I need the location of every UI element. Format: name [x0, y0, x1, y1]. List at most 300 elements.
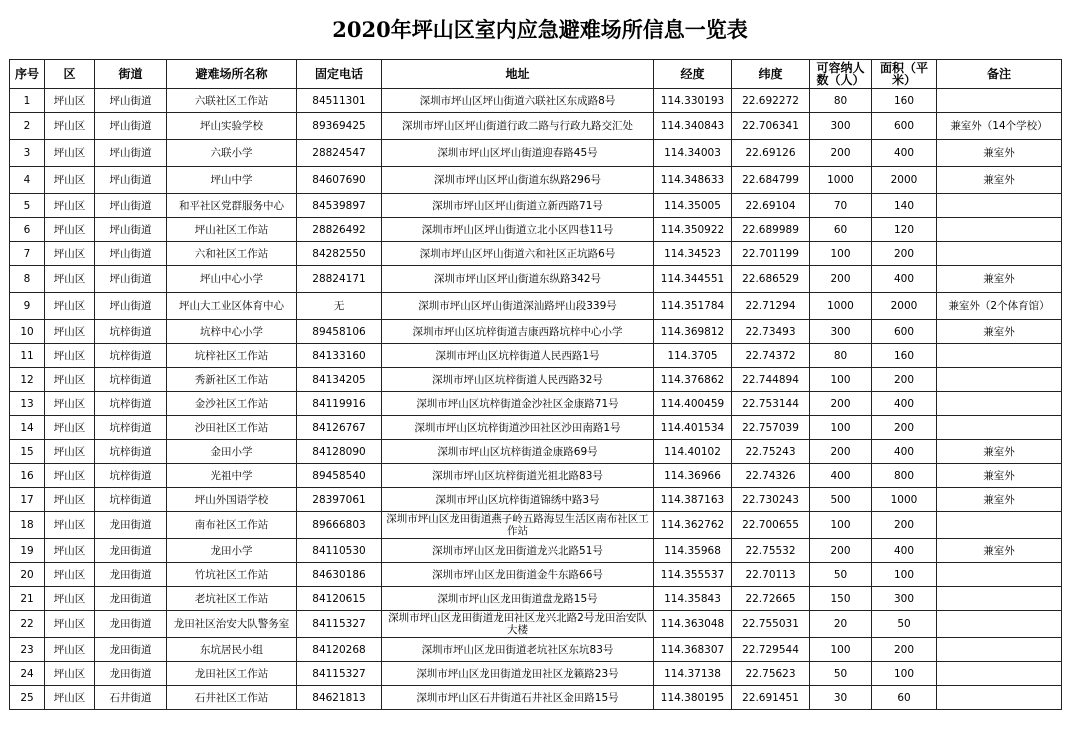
cell-longitude: 114.35968: [654, 539, 732, 563]
cell-shelter-name: 坪山中学: [167, 167, 297, 194]
cell-phone: 89458540: [297, 464, 382, 488]
cell-phone: 84133160: [297, 344, 382, 368]
cell-longitude: 114.40102: [654, 440, 732, 464]
cell-shelter-name: 龙田社区治安大队警务室: [167, 611, 297, 638]
cell-longitude: 114.380195: [654, 686, 732, 710]
cell-district: 坪山区: [45, 167, 95, 194]
cell-index: 25: [10, 686, 45, 710]
cell-area: 400: [872, 140, 937, 167]
cell-latitude: 22.692272: [732, 89, 810, 113]
table-row: [10, 113, 1062, 140]
cell-district: 坪山区: [45, 464, 95, 488]
cell-street: 龙田街道: [95, 512, 167, 539]
table-row: [10, 293, 1062, 320]
cell-district: 坪山区: [45, 344, 95, 368]
cell-remarks: [937, 686, 1062, 710]
cell-area: 2000: [872, 293, 937, 320]
cell-longitude: 114.362762: [654, 512, 732, 539]
cell-capacity: 100: [810, 242, 872, 266]
cell-address: 深圳市坪山区龙田街道老坑社区东坑83号: [382, 638, 654, 662]
cell-latitude: 22.73493: [732, 320, 810, 344]
cell-phone: 84119916: [297, 392, 382, 416]
cell-area: 160: [872, 344, 937, 368]
cell-index: 9: [10, 293, 45, 320]
cell-latitude: 22.75532: [732, 539, 810, 563]
cell-index: 17: [10, 488, 45, 512]
cell-index: 13: [10, 392, 45, 416]
cell-capacity: 70: [810, 194, 872, 218]
cell-remarks: 兼室外: [937, 320, 1062, 344]
cell-capacity: 200: [810, 140, 872, 167]
table-row: [10, 218, 1062, 242]
cell-phone: 84110530: [297, 539, 382, 563]
table-row: [10, 488, 1062, 512]
cell-latitude: 22.686529: [732, 266, 810, 293]
cell-longitude: 114.369812: [654, 320, 732, 344]
cell-index: 5: [10, 194, 45, 218]
cell-area: 200: [872, 638, 937, 662]
table-header-row: [10, 60, 1062, 89]
cell-area: 100: [872, 662, 937, 686]
cell-district: 坪山区: [45, 539, 95, 563]
cell-phone: 84630186: [297, 563, 382, 587]
cell-street: 龙田街道: [95, 539, 167, 563]
cell-remarks: [937, 368, 1062, 392]
cell-phone: 84120268: [297, 638, 382, 662]
table-row: [10, 368, 1062, 392]
table-row: [10, 242, 1062, 266]
cell-remarks: [937, 662, 1062, 686]
cell-shelter-name: 坪山大工业区体育中心: [167, 293, 297, 320]
cell-shelter-name: 六联小学: [167, 140, 297, 167]
cell-shelter-name: 龙田社区工作站: [167, 662, 297, 686]
cell-address: 深圳市坪山区坑梓街道锦绣中路3号: [382, 488, 654, 512]
table-row: [10, 512, 1062, 539]
cell-remarks: [937, 611, 1062, 638]
cell-area: 200: [872, 512, 937, 539]
cell-capacity: 60: [810, 218, 872, 242]
cell-street: 坪山街道: [95, 167, 167, 194]
cell-district: 坪山区: [45, 293, 95, 320]
table-row: [10, 464, 1062, 488]
cell-phone: 84539897: [297, 194, 382, 218]
cell-index: 4: [10, 167, 45, 194]
cell-index: 24: [10, 662, 45, 686]
cell-shelter-name: 光祖中学: [167, 464, 297, 488]
cell-remarks: 兼室外: [937, 266, 1062, 293]
cell-longitude: 114.350922: [654, 218, 732, 242]
cell-longitude: 114.340843: [654, 113, 732, 140]
cell-index: 6: [10, 218, 45, 242]
cell-street: 坑梓街道: [95, 440, 167, 464]
cell-latitude: 22.730243: [732, 488, 810, 512]
cell-address: 深圳市坪山区坪山街道行政二路与行政九路交汇处: [382, 113, 654, 140]
table-row: [10, 539, 1062, 563]
cell-index: 23: [10, 638, 45, 662]
cell-latitude: 22.69104: [732, 194, 810, 218]
cell-latitude: 22.69126: [732, 140, 810, 167]
cell-district: 坪山区: [45, 686, 95, 710]
cell-district: 坪山区: [45, 563, 95, 587]
cell-street: 龙田街道: [95, 662, 167, 686]
cell-remarks: 兼室外: [937, 539, 1062, 563]
cell-shelter-name: 东坑居民小组: [167, 638, 297, 662]
cell-address: 深圳市坪山区坪山街道六和社区正坑路6号: [382, 242, 654, 266]
cell-longitude: 114.401534: [654, 416, 732, 440]
cell-shelter-name: 六联社区工作站: [167, 89, 297, 113]
cell-district: 坪山区: [45, 368, 95, 392]
cell-area: 800: [872, 464, 937, 488]
table-row: [10, 266, 1062, 293]
cell-district: 坪山区: [45, 416, 95, 440]
cell-area: 200: [872, 416, 937, 440]
cell-capacity: 300: [810, 320, 872, 344]
cell-shelter-name: 坪山社区工作站: [167, 218, 297, 242]
cell-phone: 84120615: [297, 587, 382, 611]
header-latitude: 纬度: [732, 60, 810, 89]
table-row: [10, 344, 1062, 368]
cell-area: 600: [872, 113, 937, 140]
cell-area: 2000: [872, 167, 937, 194]
cell-phone: 28824171: [297, 266, 382, 293]
table-row: [10, 440, 1062, 464]
cell-remarks: [937, 512, 1062, 539]
cell-district: 坪山区: [45, 113, 95, 140]
cell-street: 龙田街道: [95, 638, 167, 662]
cell-area: 200: [872, 368, 937, 392]
table-row: [10, 686, 1062, 710]
header-area: 面积（平米）: [872, 60, 937, 89]
cell-district: 坪山区: [45, 266, 95, 293]
cell-latitude: 22.753144: [732, 392, 810, 416]
cell-remarks: [937, 242, 1062, 266]
cell-address: 深圳市坪山区龙田街道盘龙路15号: [382, 587, 654, 611]
cell-longitude: 114.330193: [654, 89, 732, 113]
cell-street: 坪山街道: [95, 194, 167, 218]
cell-area: 100: [872, 563, 937, 587]
cell-street: 坑梓街道: [95, 416, 167, 440]
cell-index: 8: [10, 266, 45, 293]
cell-latitude: 22.72665: [732, 587, 810, 611]
cell-district: 坪山区: [45, 440, 95, 464]
header-street: 街道: [95, 60, 167, 89]
cell-address: 深圳市坪山区坑梓街道金康路69号: [382, 440, 654, 464]
table-row: [10, 563, 1062, 587]
cell-capacity: 50: [810, 662, 872, 686]
cell-address: 深圳市坪山区坪山街道立北小区四巷11号: [382, 218, 654, 242]
cell-latitude: 22.744894: [732, 368, 810, 392]
cell-district: 坪山区: [45, 218, 95, 242]
cell-index: 20: [10, 563, 45, 587]
cell-district: 坪山区: [45, 611, 95, 638]
cell-capacity: 100: [810, 638, 872, 662]
table-row: [10, 638, 1062, 662]
cell-longitude: 114.37138: [654, 662, 732, 686]
cell-phone: 84115327: [297, 611, 382, 638]
cell-phone: 84128090: [297, 440, 382, 464]
cell-longitude: 114.35005: [654, 194, 732, 218]
cell-longitude: 114.363048: [654, 611, 732, 638]
cell-capacity: 200: [810, 392, 872, 416]
cell-phone: 84126767: [297, 416, 382, 440]
cell-phone: 84282550: [297, 242, 382, 266]
cell-street: 坑梓街道: [95, 320, 167, 344]
cell-index: 16: [10, 464, 45, 488]
cell-shelter-name: 坪山中心小学: [167, 266, 297, 293]
cell-street: 坑梓街道: [95, 368, 167, 392]
cell-address: 深圳市坪山区坑梓街道光祖北路83号: [382, 464, 654, 488]
shelter-table: [9, 59, 1062, 710]
cell-address: 深圳市坪山区龙田街道龙田社区龙兴北路2号龙田治安队大楼: [382, 611, 654, 638]
cell-index: 10: [10, 320, 45, 344]
cell-latitude: 22.755031: [732, 611, 810, 638]
cell-capacity: 200: [810, 266, 872, 293]
cell-latitude: 22.75623: [732, 662, 810, 686]
cell-street: 坑梓街道: [95, 464, 167, 488]
cell-latitude: 22.700655: [732, 512, 810, 539]
cell-longitude: 114.34003: [654, 140, 732, 167]
table-row: [10, 662, 1062, 686]
table-row: [10, 611, 1062, 638]
cell-latitude: 22.70113: [732, 563, 810, 587]
cell-phone: 89666803: [297, 512, 382, 539]
cell-capacity: 100: [810, 416, 872, 440]
cell-capacity: 1000: [810, 167, 872, 194]
cell-area: 300: [872, 587, 937, 611]
cell-shelter-name: 坪山实验学校: [167, 113, 297, 140]
cell-longitude: 114.34523: [654, 242, 732, 266]
cell-area: 400: [872, 539, 937, 563]
header-shelter-name: 避难场所名称: [167, 60, 297, 89]
cell-district: 坪山区: [45, 488, 95, 512]
cell-street: 坪山街道: [95, 140, 167, 167]
cell-capacity: 200: [810, 440, 872, 464]
cell-address: 深圳市坪山区坪山街道东纵路296号: [382, 167, 654, 194]
cell-phone: 84621813: [297, 686, 382, 710]
cell-address: 深圳市坪山区坪山街道六联社区东成路8号: [382, 89, 654, 113]
cell-latitude: 22.701199: [732, 242, 810, 266]
cell-street: 龙田街道: [95, 611, 167, 638]
cell-remarks: 兼室外（2个体育馆）: [937, 293, 1062, 320]
cell-capacity: 150: [810, 587, 872, 611]
cell-remarks: [937, 218, 1062, 242]
table-row: [10, 89, 1062, 113]
cell-shelter-name: 石井社区工作站: [167, 686, 297, 710]
cell-index: 11: [10, 344, 45, 368]
cell-area: 140: [872, 194, 937, 218]
header-longitude: 经度: [654, 60, 732, 89]
cell-phone: 28826492: [297, 218, 382, 242]
cell-street: 坪山街道: [95, 293, 167, 320]
cell-address: 深圳市坪山区坪山街道立新西路71号: [382, 194, 654, 218]
cell-remarks: [937, 392, 1062, 416]
cell-street: 坪山街道: [95, 218, 167, 242]
cell-shelter-name: 竹坑社区工作站: [167, 563, 297, 587]
cell-phone: 84115327: [297, 662, 382, 686]
cell-street: 坑梓街道: [95, 344, 167, 368]
cell-street: 坪山街道: [95, 266, 167, 293]
cell-longitude: 114.351784: [654, 293, 732, 320]
cell-area: 200: [872, 242, 937, 266]
cell-remarks: 兼室外: [937, 464, 1062, 488]
cell-capacity: 20: [810, 611, 872, 638]
cell-remarks: 兼室外: [937, 488, 1062, 512]
cell-address: 深圳市坪山区龙田街道龙兴北路51号: [382, 539, 654, 563]
cell-shelter-name: 坑梓中心小学: [167, 320, 297, 344]
cell-capacity: 100: [810, 368, 872, 392]
cell-phone: 无: [297, 293, 382, 320]
cell-area: 120: [872, 218, 937, 242]
cell-street: 坪山街道: [95, 242, 167, 266]
cell-index: 15: [10, 440, 45, 464]
cell-address: 深圳市坪山区坑梓街道吉康西路坑梓中心小学: [382, 320, 654, 344]
cell-longitude: 114.376862: [654, 368, 732, 392]
cell-latitude: 22.729544: [732, 638, 810, 662]
cell-shelter-name: 沙田社区工作站: [167, 416, 297, 440]
cell-area: 1000: [872, 488, 937, 512]
cell-address: 深圳市坪山区坪山街道深汕路坪山段339号: [382, 293, 654, 320]
cell-area: 400: [872, 266, 937, 293]
cell-street: 坑梓街道: [95, 488, 167, 512]
cell-remarks: [937, 587, 1062, 611]
cell-longitude: 114.355537: [654, 563, 732, 587]
cell-address: 深圳市坪山区龙田街道龙田社区龙籁路23号: [382, 662, 654, 686]
cell-latitude: 22.74372: [732, 344, 810, 368]
cell-address: 深圳市坪山区坑梓街道人民西路1号: [382, 344, 654, 368]
cell-shelter-name: 坑梓社区工作站: [167, 344, 297, 368]
cell-district: 坪山区: [45, 662, 95, 686]
cell-index: 2: [10, 113, 45, 140]
cell-shelter-name: 金田小学: [167, 440, 297, 464]
cell-district: 坪山区: [45, 140, 95, 167]
cell-district: 坪山区: [45, 320, 95, 344]
header-district: 区: [45, 60, 95, 89]
cell-area: 400: [872, 440, 937, 464]
cell-street: 坪山街道: [95, 113, 167, 140]
cell-address: 深圳市坪山区龙田街道金牛东路66号: [382, 563, 654, 587]
cell-longitude: 114.344551: [654, 266, 732, 293]
cell-district: 坪山区: [45, 587, 95, 611]
header-phone: 固定电话: [297, 60, 382, 89]
cell-shelter-name: 六和社区工作站: [167, 242, 297, 266]
table-row: [10, 194, 1062, 218]
cell-latitude: 22.684799: [732, 167, 810, 194]
cell-index: 14: [10, 416, 45, 440]
cell-shelter-name: 和平社区党群服务中心: [167, 194, 297, 218]
cell-capacity: 300: [810, 113, 872, 140]
cell-index: 18: [10, 512, 45, 539]
cell-index: 22: [10, 611, 45, 638]
table-row: [10, 587, 1062, 611]
cell-capacity: 1000: [810, 293, 872, 320]
cell-index: 1: [10, 89, 45, 113]
cell-longitude: 114.368307: [654, 638, 732, 662]
cell-capacity: 80: [810, 344, 872, 368]
header-address: 地址: [382, 60, 654, 89]
cell-phone: 89458106: [297, 320, 382, 344]
cell-address: 深圳市坪山区坑梓街道人民西路32号: [382, 368, 654, 392]
cell-remarks: [937, 344, 1062, 368]
cell-street: 坪山街道: [95, 89, 167, 113]
cell-capacity: 50: [810, 563, 872, 587]
cell-remarks: 兼室外: [937, 140, 1062, 167]
cell-latitude: 22.71294: [732, 293, 810, 320]
cell-capacity: 500: [810, 488, 872, 512]
cell-latitude: 22.74326: [732, 464, 810, 488]
cell-phone: 28824547: [297, 140, 382, 167]
cell-longitude: 114.348633: [654, 167, 732, 194]
cell-street: 石井街道: [95, 686, 167, 710]
cell-district: 坪山区: [45, 638, 95, 662]
cell-remarks: [937, 416, 1062, 440]
cell-longitude: 114.3705: [654, 344, 732, 368]
page-title: 2020年坪山区室内应急避难场所信息一览表: [332, 17, 748, 42]
cell-area: 600: [872, 320, 937, 344]
table-row: [10, 392, 1062, 416]
cell-street: 龙田街道: [95, 563, 167, 587]
cell-area: 400: [872, 392, 937, 416]
cell-area: 160: [872, 89, 937, 113]
cell-index: 19: [10, 539, 45, 563]
cell-shelter-name: 老坑社区工作站: [167, 587, 297, 611]
cell-address: 深圳市坪山区坑梓街道沙田社区沙田南路1号: [382, 416, 654, 440]
cell-remarks: [937, 563, 1062, 587]
cell-shelter-name: 秀新社区工作站: [167, 368, 297, 392]
cell-address: 深圳市坪山区坑梓街道金沙社区金康路71号: [382, 392, 654, 416]
cell-capacity: 200: [810, 539, 872, 563]
cell-longitude: 114.387163: [654, 488, 732, 512]
cell-shelter-name: 南布社区工作站: [167, 512, 297, 539]
cell-longitude: 114.35843: [654, 587, 732, 611]
cell-index: 3: [10, 140, 45, 167]
cell-address: 深圳市坪山区龙田街道燕子岭五路海昱生活区南布社区工作站: [382, 512, 654, 539]
cell-address: 深圳市坪山区坪山街道迎春路45号: [382, 140, 654, 167]
table-row: [10, 167, 1062, 194]
table-row: [10, 140, 1062, 167]
cell-longitude: 114.36966: [654, 464, 732, 488]
cell-area: 50: [872, 611, 937, 638]
cell-remarks: [937, 638, 1062, 662]
cell-capacity: 400: [810, 464, 872, 488]
cell-capacity: 100: [810, 512, 872, 539]
cell-remarks: 兼室外: [937, 440, 1062, 464]
cell-latitude: 22.75243: [732, 440, 810, 464]
cell-district: 坪山区: [45, 242, 95, 266]
header-remarks: 备注: [937, 60, 1062, 89]
cell-latitude: 22.689989: [732, 218, 810, 242]
cell-district: 坪山区: [45, 194, 95, 218]
header-index: 序号: [10, 60, 45, 89]
cell-remarks: [937, 194, 1062, 218]
cell-street: 龙田街道: [95, 587, 167, 611]
cell-capacity: 30: [810, 686, 872, 710]
cell-district: 坪山区: [45, 512, 95, 539]
cell-street: 坑梓街道: [95, 392, 167, 416]
cell-capacity: 80: [810, 89, 872, 113]
cell-shelter-name: 金沙社区工作站: [167, 392, 297, 416]
cell-longitude: 114.400459: [654, 392, 732, 416]
cell-address: 深圳市坪山区石井街道石井社区金田路15号: [382, 686, 654, 710]
cell-district: 坪山区: [45, 89, 95, 113]
cell-phone: 84511301: [297, 89, 382, 113]
cell-remarks: 兼室外: [937, 167, 1062, 194]
cell-phone: 89369425: [297, 113, 382, 140]
table-row: [10, 416, 1062, 440]
cell-district: 坪山区: [45, 392, 95, 416]
cell-index: 21: [10, 587, 45, 611]
cell-phone: 84134205: [297, 368, 382, 392]
cell-index: 7: [10, 242, 45, 266]
